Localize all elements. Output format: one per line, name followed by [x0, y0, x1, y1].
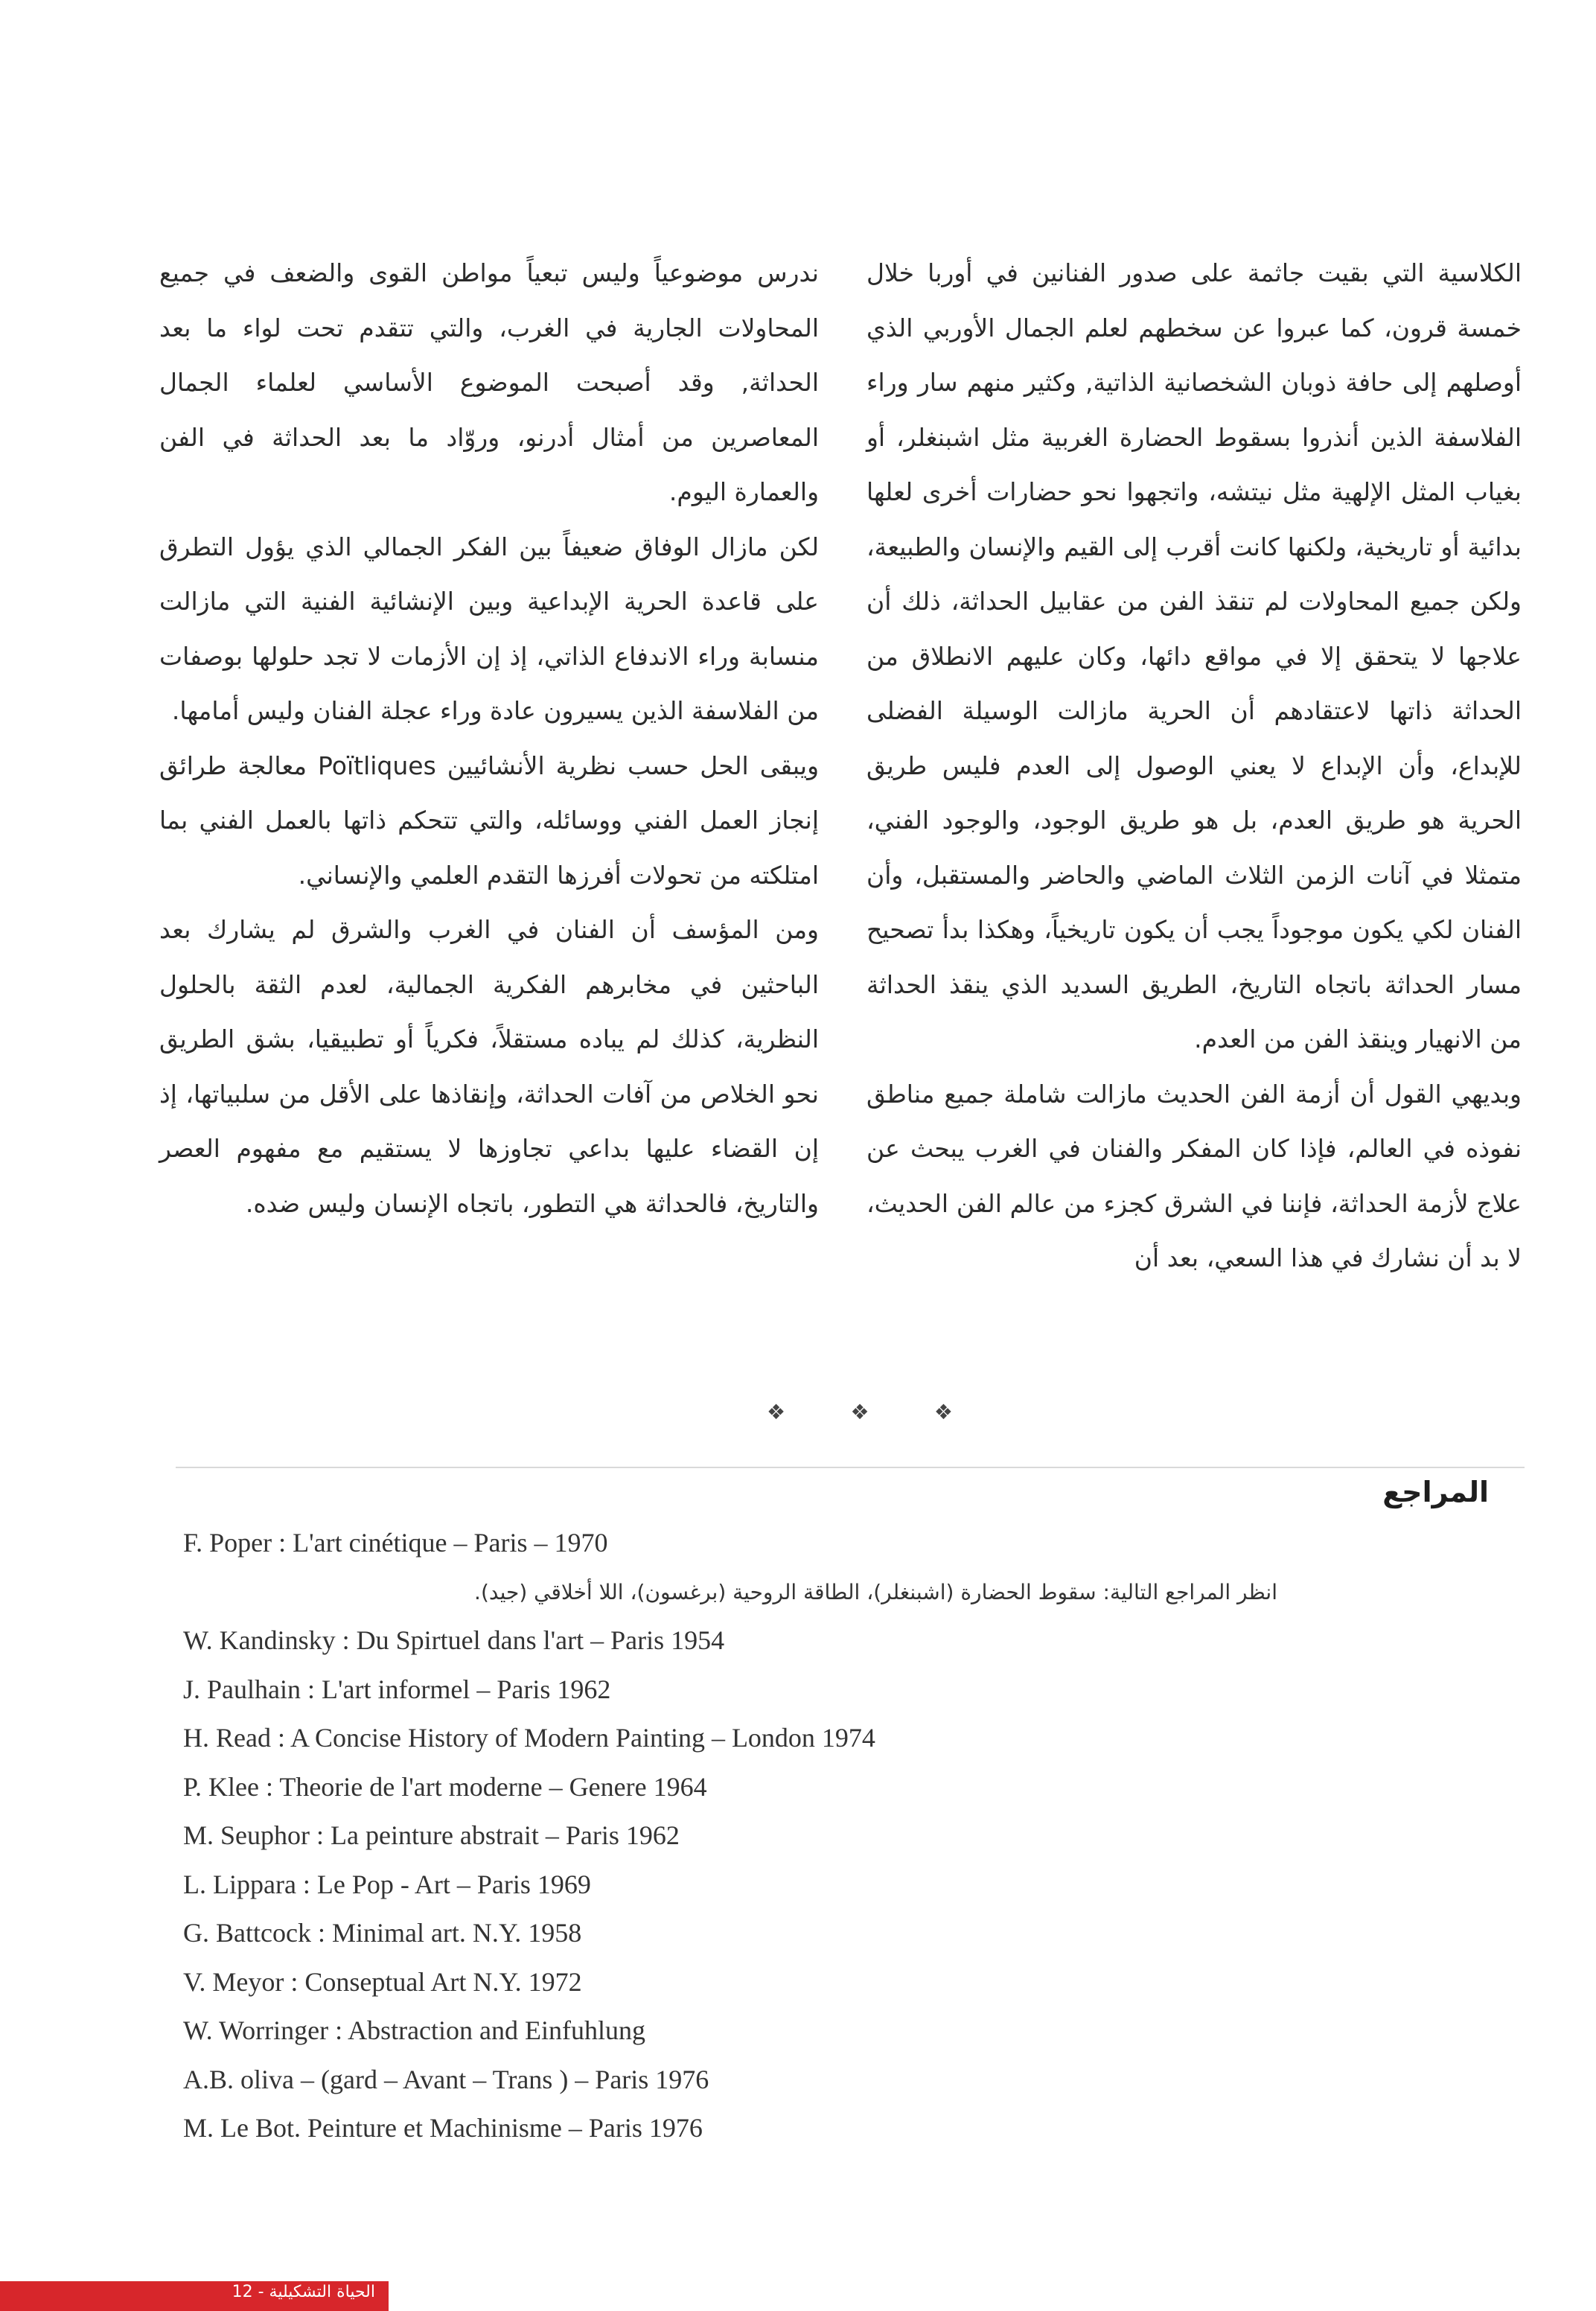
reference-item: M. Le Bot. Peinture et Machinisme – Paris 1976 [183, 2113, 703, 2143]
reference-item: F. Poper : L'art cinétique – Paris – 1970 [183, 1528, 608, 1558]
ornament-icon: ❖ [767, 1400, 786, 1424]
reference-item: W. Worringer : Abstraction and Einfuhlung [183, 2015, 645, 2045]
footer-bar [0, 2281, 389, 2311]
paragraph: ومن المؤسف أن الفنان في الغرب والشرق لم يشارك بعد الباحثين في مخابرهم الفكرية الجمالية، لعدم الثقة بالحلول النظرية، كذلك لم يباده مستقلاً، فكرياً أو تطبيقيا، بشق الطريق نحو الخلاص من آفات الحداثة، وإنقاذها على الأقل من سلبياتها، إذ إن القضاء عليها بداعي تجاوزها لا يستقيم مع مفهوم العصر والتاريخ، فالحداثة هي التطور، باتجاه الإنسان وليس ضده. [159, 915, 819, 1218]
paragraph: لكن مازال الوفاق ضعيفاً بين الفكر الجمالي الذي يؤول التطرق على قاعدة الحرية الإبداعية وبين الإنشائية الفنية التي مازالت منسابة وراء الاندفاع الذاتي، إذ إن الأزمات لا تجد حلولها بوصفات من الفلاسفة الذين يسيرون عادة وراء عجلة الفنان وليس أمامها. [159, 532, 819, 725]
references-heading: المراجع [1382, 1476, 1489, 1508]
section-divider-ornaments [767, 1400, 953, 1424]
reference-item: A.B. oliva – (gard – Avant – Trans ) – Paris 1976 [183, 2064, 709, 2094]
footer-page-label: الحياة التشكيلية - 12 [232, 2283, 375, 2301]
paragraph: وبديهي القول أن أزمة الفن الحديث مازالت شاملة جميع مناطق نفوذه في العالم، فإذا كان المفكر والفنان في الغرب يبحث عن علاج لأزمة الحداثة، فإننا في الشرق كجزء من عالم الفن الحديث، لا بد أن نشارك في هذا السعي، بعد أن [866, 1079, 1522, 1272]
reference-item: G. Battcock : Minimal art. N.Y. 1958 [183, 1918, 582, 1948]
reference-item: H. Read : A Concise History of Modern Painting – London 1974 [183, 1723, 875, 1753]
ornament-icon: ❖ [850, 1400, 869, 1424]
ornament-icon: ❖ [933, 1400, 953, 1424]
references-list [183, 1519, 1277, 2153]
paragraph: ويبقى الحل حسب نظرية الأنشائيين Poïtliques معالجة طرائق إنجاز العمل الفني ووسائله، والتي تتحكم ذاتها بالعمل الفني بما امتلكته من تحولات أفرزها التقدم العلمي والإنساني. [159, 750, 820, 890]
article-column-right [866, 246, 1522, 1286]
reference-item: V. Meyor : Conseptual Art N.Y. 1972 [183, 1966, 582, 1997]
article-column-left [159, 246, 819, 1231]
paragraph: ندرس موضوعياً وليس تبعياً مواطن القوى والضعف في جميع المحاولات الجارية في الغرب، والتي تتقدم تحت لواء ما بعد الحداثة, وقد أصبحت الموضوع الأساسي لعلماء الجمال المعاصرين من أمثال أدرنو، وروّاد ما بعد الحداثة في الفن والعمارة اليوم. [159, 258, 819, 506]
horizontal-rule [176, 1467, 1525, 1468]
reference-item: P. Klee : Theorie de l'art moderne – Genere 1964 [183, 1771, 707, 1802]
paragraph: الكلاسية التي بقيت جاثمة على صدور الفنانين في أوربا خلال خمسة قرون، كما عبروا عن سخطهم لعلم الجمال الأوربي الذي أوصلهم إلى حافة ذوبان الشخصانية الذاتية, وكثير منهم سار وراء الفلاسفة الذين أنذروا بسقوط الحضارة الغربية مثل اشبنغلر، أو بغياب المثل الإلهية مثل نيتشه، واتجهوا نحو حضارات أخرى لعلها بدائية أو تاريخية، ولكنها كانت أقرب إلى القيم والإنسان والطبيعة، ولكن جميع المحاولات لم تنقذ الفن من عقابيل الحداثة، ذلك أن علاجها لا يتحقق إلا في مواقع دائها، وكان عليهم الانطلاق من الحداثة ذاتها لاعتقادهم أن الحرية مازالت الوسيلة الفضلى للإبداع، وأن الإبداع لا يعني الوصول إلى العدم فليس طريق الحرية هو طريق العدم، بل هو طريق الوجود، والوجود الفني، متمثلا في آنات الزمن الثلاث الماضي والحاضر والمستقبل، وأن الفنان لكي يكون موجوداً يجب أن يكون تاريخياً، وهكذا بدأ تصحيح مسار الحداثة باتجاه التاريخ، الطريق السديد الذي ينقذ الحداثة من الانهيار وينقذ الفن من العدم. [866, 258, 1522, 1054]
reference-item: L. Lippara : Le Pop - Art – Paris 1969 [183, 1869, 591, 1899]
reference-item: M. Seuphor : La peinture abstrait – Paris 1962 [183, 1820, 680, 1850]
reference-item: انظر المراجع التالية: سقوط الحضارة (اشبنغلر)، الطاقة الروحية (برغسون)، اللا أخلاقي (جيد). [474, 1579, 1277, 1604]
reference-item: W. Kandinsky : Du Spirtuel dans l'art – Paris 1954 [183, 1625, 725, 1655]
reference-item: J. Paulhain : L'art informel – Paris 1962 [183, 1674, 611, 1704]
